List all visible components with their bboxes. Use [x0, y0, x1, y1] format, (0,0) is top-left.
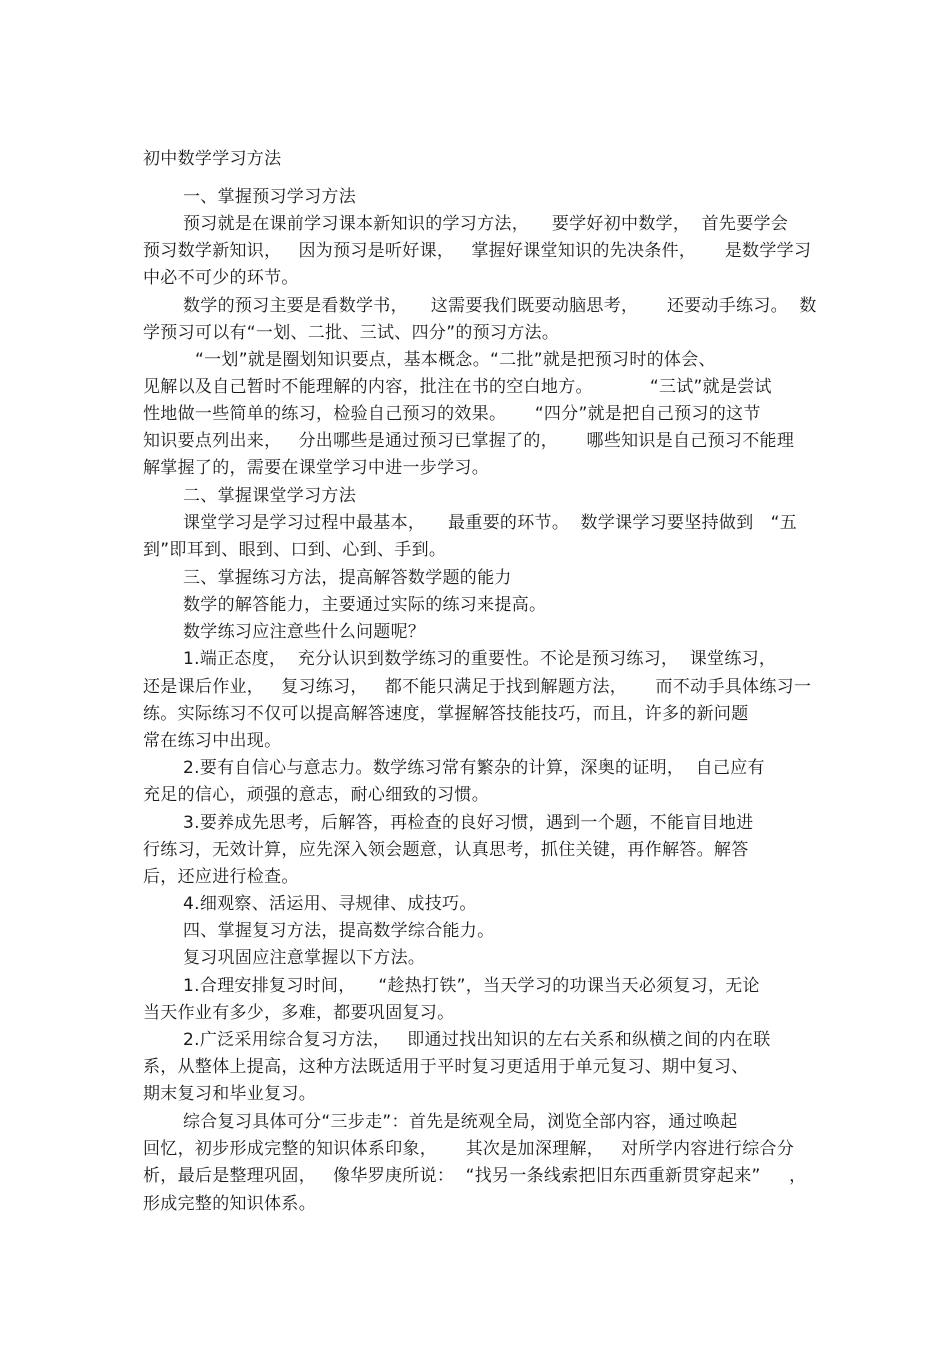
section-heading-3: 三、掌握练习方法，提高解答数学题的能力: [183, 568, 512, 588]
paragraph-line: 系，从整体上提高，这种方法既适用于平时复习更适用于单元复习、期中复习、: [143, 1057, 749, 1077]
section-heading-4: 四、掌握复习方法，提高数学综合能力。: [183, 921, 495, 941]
paragraph-line: 见解以及自己暂时不能理解的内容，批注在书的空白地方。 “三试”就是尝试: [143, 377, 772, 397]
paragraph-line: 数学练习应注意些什么问题呢？: [183, 622, 426, 642]
paragraph-line: 2.要有自信心与意志力。数学练习常有繁杂的计算，深奥的证明， 自己应有: [183, 758, 765, 778]
paragraph-line: 3.要养成先思考，后解答，再检查的良好习惯，遇到一个题，不能盲目地进: [183, 813, 754, 833]
section-heading-1: 一、掌握预习学习方法: [183, 187, 356, 207]
paragraph-line: 当天作业有多少，多难，都要巩固复习。: [143, 1003, 455, 1023]
paragraph-line: 综合复习具体可分“三步走”：首先是统观全局，浏览全部内容，通过唤起: [183, 1112, 738, 1132]
paragraph-line: 预习就是在课前学习课本新知识的学习方法， 要学好初中数学， 首先要学会: [183, 214, 789, 234]
paragraph-line: 性地做一些简单的练习，检验自己预习的效果。 “四分”就是把自己预习的这节: [143, 404, 761, 424]
paragraph-line: 还是课后作业， 复习练习， 都不能只满足于找到解题方法， 而不动手具体练习一: [143, 677, 812, 697]
paragraph-line: 解掌握了的，需要在课堂学习中进一步学习。: [143, 458, 489, 478]
document-title: 初中数学学习方法: [143, 149, 282, 169]
paragraph-line: 形成完整的知识体系。: [143, 1194, 316, 1214]
paragraph-line: 充足的信心，顽强的意志，耐心细致的习惯。: [143, 785, 489, 805]
paragraph-line: 到”即耳到、眼到、口到、心到、手到。: [143, 540, 447, 560]
paragraph-line: 练。实际练习不仅可以提高解答速度，掌握解答技能技巧，而且，许多的新问题: [143, 704, 749, 724]
paragraph-line: 4.细观察、活运用、寻规律、成技巧。: [183, 894, 477, 914]
paragraph-line: 预习数学新知识， 因为预习是听好课， 掌握好课堂知识的先决条件， 是数学学习: [143, 241, 812, 261]
paragraph-line: 1.合理安排复习时间， “趁热打铁”，当天学习的功课当天必须复习，无论: [183, 976, 760, 996]
paragraph-line: 课堂学习是学习过程中最基本， 最重要的环节。 数学课学习要坚持做到 “五: [183, 513, 798, 533]
paragraph-line: 复习巩固应注意掌握以下方法。: [183, 948, 426, 968]
paragraph-line: 常在练习中出现。: [143, 731, 282, 751]
paragraph-line: 学预习可以有“一划、二批、三试、四分”的预习方法。: [143, 323, 560, 343]
paragraph-line: 知识要点列出来， 分出哪些是通过预习已掌握了的， 哪些知识是自己预习不能理: [143, 431, 795, 451]
paragraph-line: 析，最后是整理巩固， 像华罗庚所说： “找另一条线索把旧东西重新贯穿起来” ，: [143, 1166, 807, 1186]
paragraph-line: 2.广泛采用综合复习方法， 即通过找出知识的左右关系和纵横之间的内在联: [183, 1030, 771, 1050]
section-heading-2: 二、掌握课堂学习方法: [183, 486, 356, 506]
paragraph-line: 回忆，初步形成完整的知识体系印象， 其次是加深理解， 对所学内容进行综合分: [143, 1139, 795, 1159]
paragraph-line: 数学的解答能力，主要通过实际的练习来提高。: [183, 595, 547, 615]
paragraph-line: 1.端正态度， 充分认识到数学练习的重要性。不论是预习练习， 课堂练习，: [183, 649, 777, 669]
paragraph-line: 后，还应进行检查。: [143, 867, 299, 887]
paragraph-line: 期末复习和毕业复习。: [143, 1084, 316, 1104]
paragraph-line: “一划”就是圈划知识要点，基本概念。“二批”就是把预习时的体会、: [195, 350, 716, 370]
paragraph-line: 中必不可少的环节。: [143, 268, 299, 288]
paragraph-line: 行练习，无效计算，应先深入领会题意，认真思考，抓住关键，再作解答。解答: [143, 840, 749, 860]
paragraph-line: 数学的预习主要是看数学书， 这需要我们既要动脑思考， 还要动手练习。 数: [183, 296, 817, 316]
